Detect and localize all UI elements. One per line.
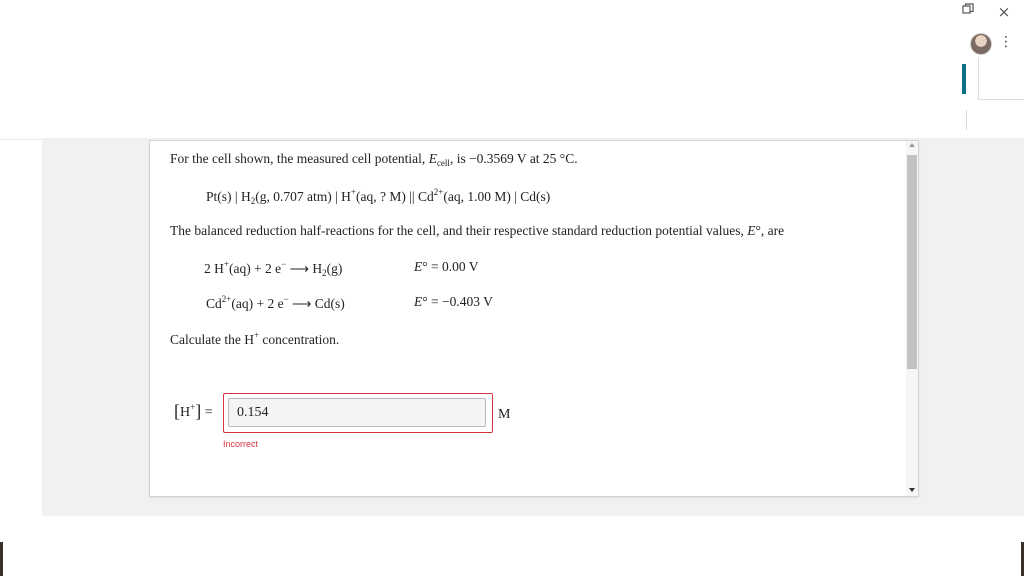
equals-sign: =: [201, 405, 213, 420]
divider: [978, 58, 979, 100]
scroll-down-arrow-icon[interactable]: [909, 488, 915, 492]
restore-window-icon[interactable]: [958, 3, 978, 21]
answer-status: Incorrect: [223, 439, 259, 449]
balanced-text: , are: [760, 223, 785, 238]
e-symbol: E: [414, 294, 423, 309]
question-intro: [170, 151, 578, 168]
user-avatar[interactable]: [970, 33, 992, 55]
window-controls: [944, 0, 1024, 24]
cell-text: Pt(s) | H: [206, 189, 251, 204]
page-header: [0, 0, 962, 140]
prompt-text: Calculate the H: [170, 332, 254, 347]
scroll-up-arrow-icon[interactable]: [909, 143, 915, 147]
cell-notation: [206, 187, 550, 206]
reaction-subscript: 2: [322, 268, 327, 278]
answer-label: [174, 401, 213, 422]
question-prompt: [170, 330, 339, 348]
answer-unit: M: [498, 407, 511, 422]
reaction-arrow-icon: ⟶: [289, 261, 309, 276]
cell-text: (aq, 1.00 M) | Cd(s): [443, 189, 551, 204]
answer-label-superscript: +: [190, 402, 196, 412]
prompt-superscript: +: [253, 330, 260, 340]
restore-window-icon-svg: [962, 3, 974, 15]
reaction-text: Cd: [206, 296, 222, 311]
reaction-superscript: −: [281, 259, 287, 269]
reaction-text: Cd(s): [311, 296, 345, 311]
answer-input-wrapper: [223, 393, 493, 433]
close-icon[interactable]: ×: [997, 3, 1011, 21]
reaction-text: (aq) + 2 e: [228, 261, 282, 276]
balanced-text: The balanced reduction half-reactions for the cell, and their respective standard reduction potential values,: [170, 223, 748, 238]
reaction-text: H: [308, 261, 323, 276]
cell-subscript: 2: [250, 196, 256, 206]
potential-value: ° = −0.403 V: [422, 294, 493, 309]
half-reaction-2-potential: [414, 294, 493, 310]
half-reaction-1: [204, 259, 342, 278]
divider: [978, 99, 1024, 100]
e-symbol: E: [414, 259, 423, 274]
intro-text: For the cell shown, the measured cell potential,: [170, 151, 429, 166]
reaction-superscript: −: [283, 294, 289, 304]
degree-symbol: °: [755, 223, 761, 238]
prompt-text: concentration.: [259, 332, 340, 347]
reaction-text: 2 H: [204, 261, 224, 276]
intro-value-text: , is −0.3569 V at 25 °C.: [449, 151, 578, 166]
e-symbol: E: [428, 151, 437, 166]
cell-text: (aq, ? M) || Cd: [355, 189, 434, 204]
cell-text: (g, 0.707 atm) | H: [255, 189, 351, 204]
cell-superscript: 2+: [433, 187, 444, 197]
cell-superscript: +: [350, 187, 356, 197]
e-symbol: E: [747, 223, 756, 238]
answer-input[interactable]: 0.154: [228, 398, 486, 427]
reaction-text: (g): [326, 261, 343, 276]
bracket: ]: [195, 401, 202, 421]
half-reactions-intro: [170, 223, 784, 239]
reaction-arrow-icon: ⟶: [292, 296, 312, 311]
header-edge: [962, 110, 967, 130]
potential-value: ° = 0.00 V: [422, 259, 479, 274]
scrollbar-thumb[interactable]: [907, 155, 917, 369]
side-accent-bar: [962, 64, 966, 94]
half-reaction-2: [206, 294, 345, 312]
question-card: [149, 140, 919, 497]
half-reaction-1-potential: [414, 259, 479, 275]
bracket: [: [174, 401, 180, 421]
reaction-superscript: 2+: [221, 294, 232, 304]
scrollbar[interactable]: [906, 141, 918, 496]
answer-label-text: H: [180, 405, 191, 420]
reaction-superscript: +: [223, 259, 229, 269]
reaction-text: (aq) + 2 e: [231, 296, 284, 311]
window-edge: [0, 542, 3, 576]
more-menu-icon[interactable]: ⋮: [999, 34, 1013, 50]
e-subscript: cell: [436, 158, 450, 168]
